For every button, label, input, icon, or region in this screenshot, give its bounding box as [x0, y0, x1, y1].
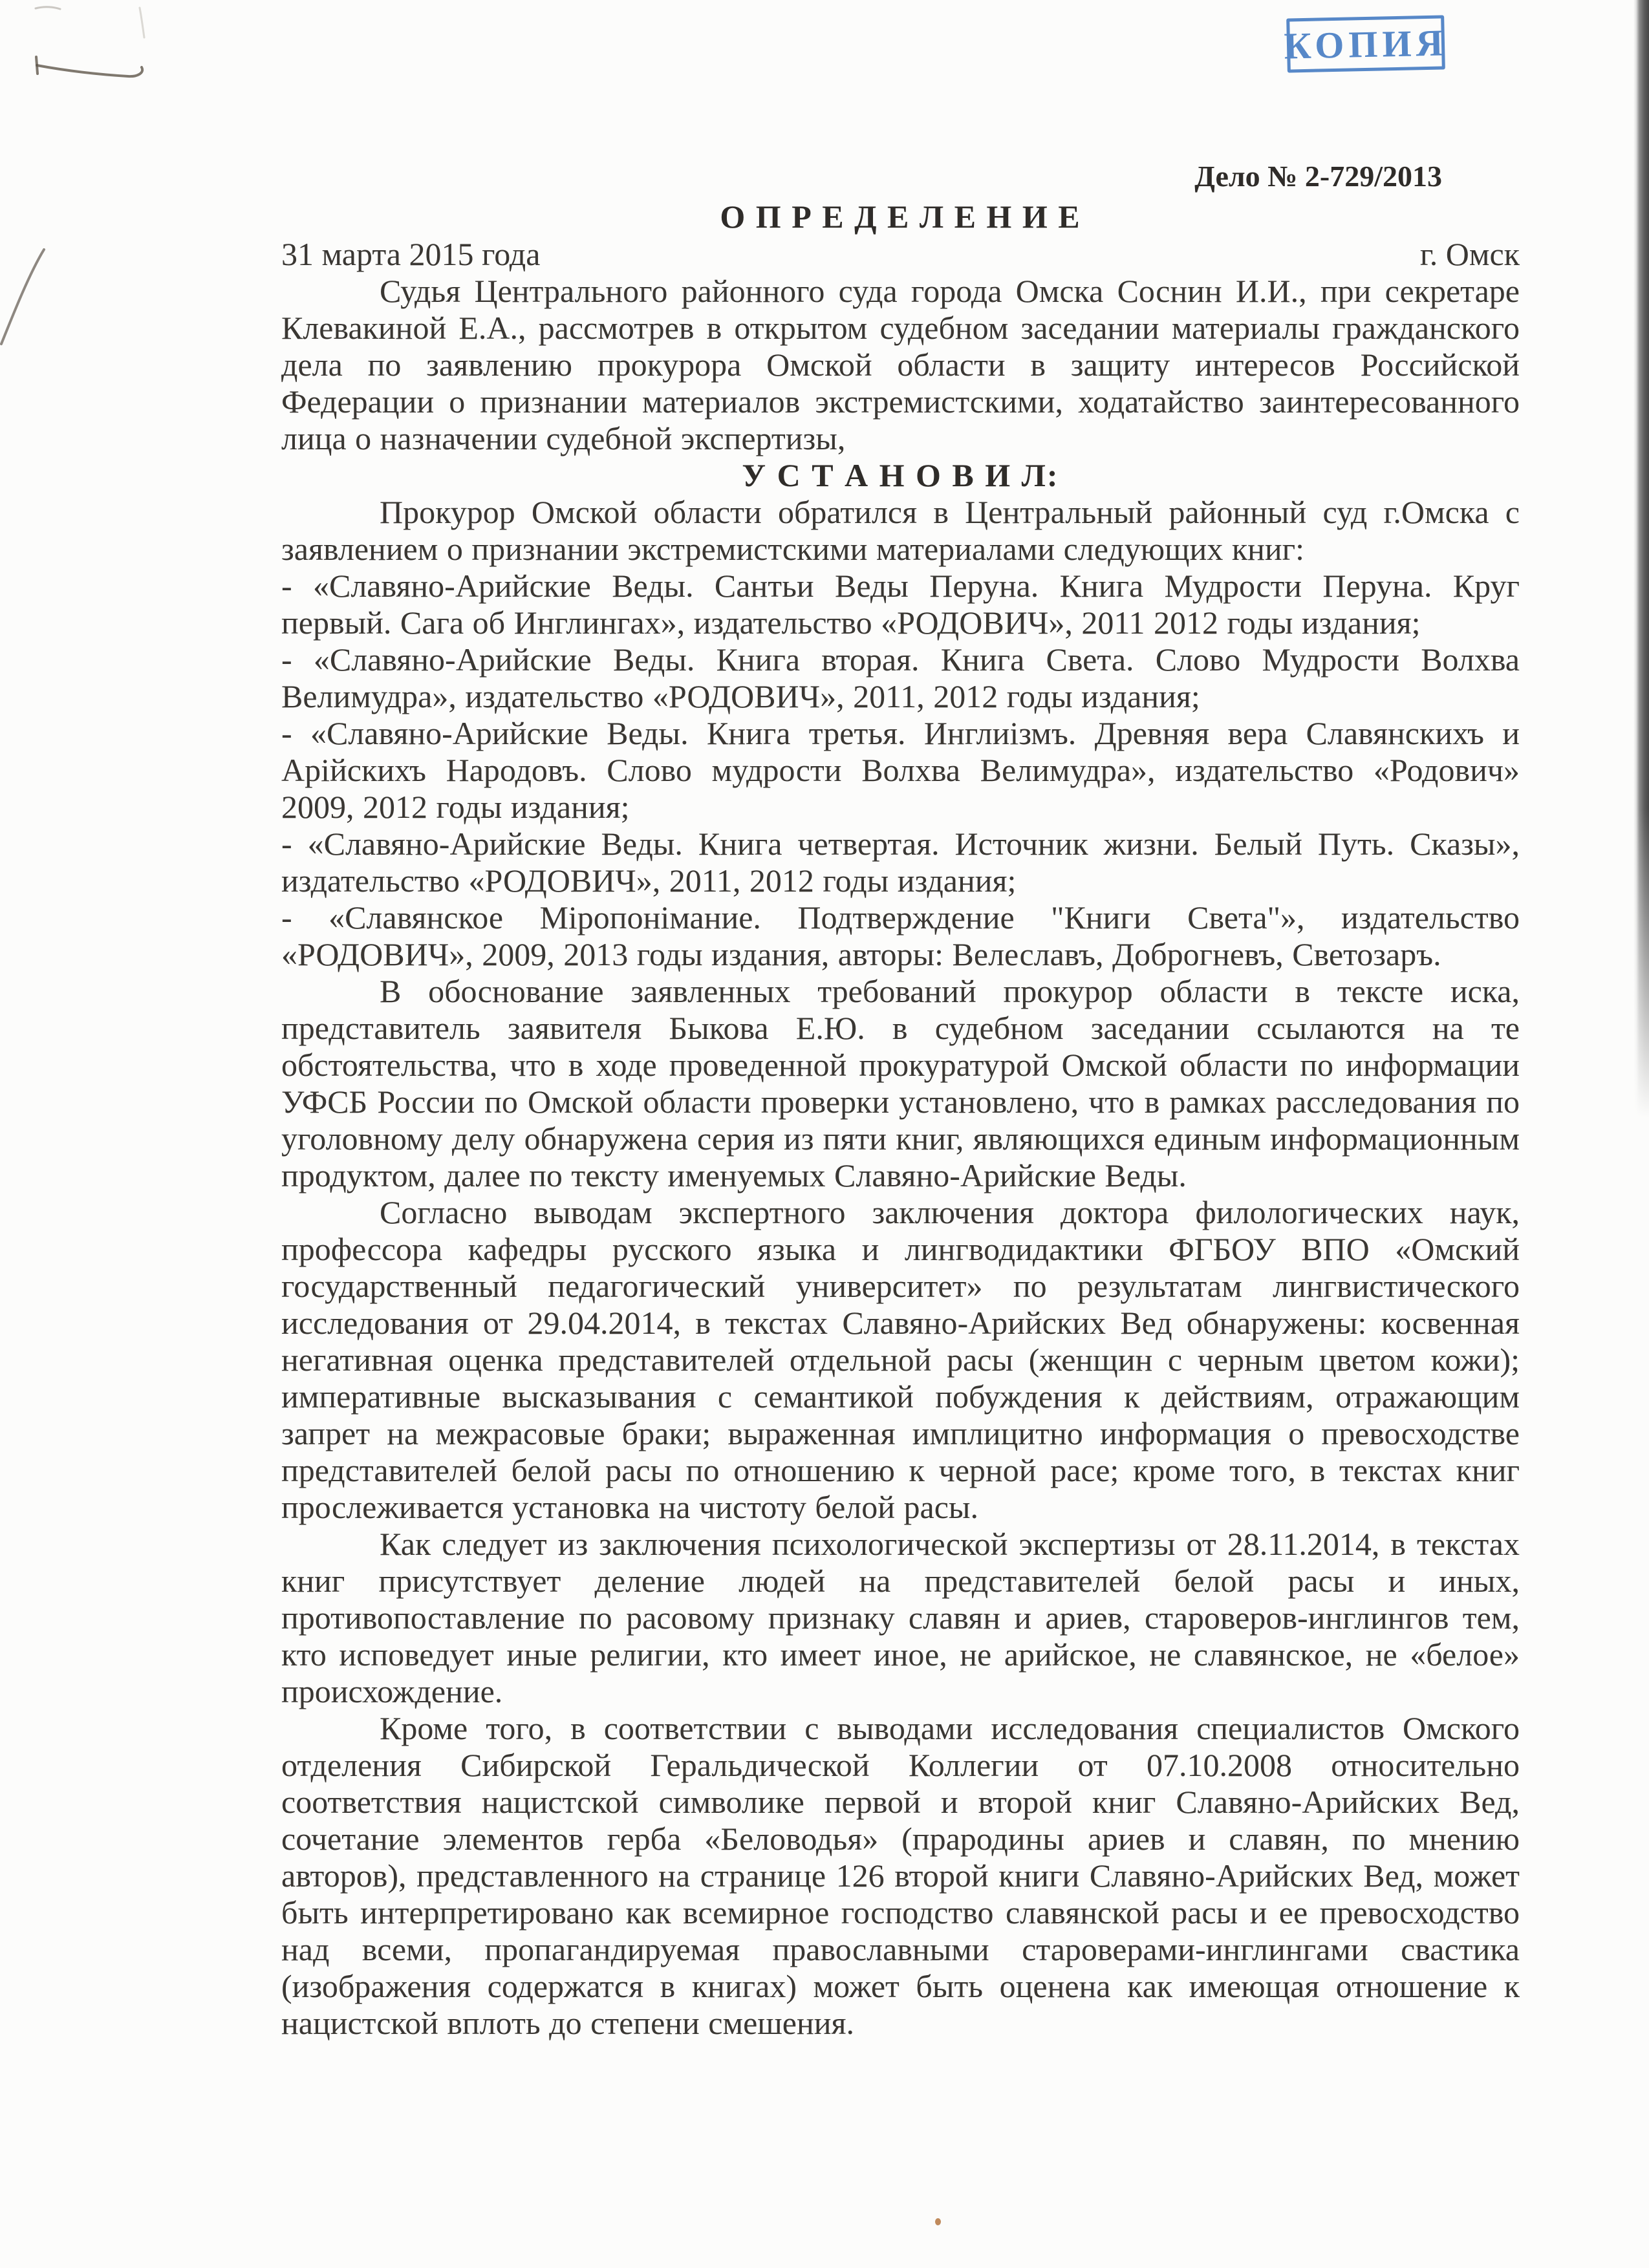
psychological-expertise-paragraph: Как следует из заключения психологической экспертизы от 28.11.2014, в текстах книг присутствует деление людей на представителей белой расы и иных, противопоставление по расовому признаку славян и ариев, староверов-инглингов тем, кто исповедует иные религии, кто имеет иное, не арийское, не славянское, не «белое» происхождение. [281, 1526, 1520, 1709]
justification-paragraph: В обоснование заявленных требований прокурор области в тексте иска, представитель заявителя Быкова Е.Ю. в судебном заседании ссылаются на те обстоятельства, что в ходе проведенной прокуратурой Омской области по информации УФСБ России по Омской области проверки установлено, что в рамках расследования по уголовному делу обнаружена серия из пяти книг, являющихся единым информационным продуктом, далее по тексту именуемых Славяно-Арийские Веды. [281, 973, 1520, 1193]
scan-edge-shadow-fade [1632, 808, 1649, 1144]
document-title: О П Р Е Д Е Л Е Н И Е [720, 198, 1081, 235]
copy-stamp-label: КОПИЯ [1283, 21, 1449, 67]
filing-paragraph: Прокурор Омской области обратился в Центральный районный суд г.Омска с заявлением о признании экстремистскими материалами следующих книг: [281, 494, 1520, 567]
intro-paragraph: Судья Центрального районного суда города Омска Соснин И.И., при секретаре Клевакиной Е.А., рассмотрев в открытом судебном заседании материалы гражданского дела по заявлению прокурора Омской области в защиту интересов Российской Федерации о признании материалов экстремистскими, ходатайство заинтересованного лица о назначении судебной экспертизы, [281, 273, 1520, 456]
heraldic-expertise-paragraph: Кроме того, в соответствии с выводами исследования специалистов Омского отделения Сибирской Геральдической Коллегии от 07.10.2008 относительно соответствия нацистской символике первой и второй книг Славяно-Арийских Вед, сочетание элементов герба «Беловодья» (прародины ариев и славян, по мнению авторов), представленного на странице 126 второй книги Славяно-Арийских Вед, может быть интерпретировано как всемирное господство славянской расы и ее превосходство над всеми, пропагандируемая православными староверами-инглингами свастика (изображения содержатся в книгах) может быть оценена как имеющая отношение к нацистской вплоть до степени смешения. [281, 1710, 1520, 2041]
book-list-item: - «Славяно-Арийские Веды. Книга третья. Инглиiзмъ. Древняя вера Славянскихъ и Арiйскихъ Народовъ. Слово мудрости Волхва Велимудра», издательство «Родович» 2009, 2012 годы издания; [281, 715, 1520, 825]
document-city: г. Омск [1419, 236, 1520, 272]
document-body [281, 273, 1520, 2042]
document-date: 31 марта 2015 года [281, 236, 541, 272]
book-list-item: - «Славяно-Арийские Веды. Книга четвертая. Источник жизни. Белый Путь. Сказы», издательство «РОДОВИЧ», 2011, 2012 годы издания; [281, 826, 1520, 899]
established-heading: У С Т А Н О В И Л: [742, 457, 1059, 493]
linguistic-expertise-paragraph: Согласно выводам экспертного заключения доктора филологических наук, профессора кафедры русского языка и лингводидактики ФГБОУ ВПО «Омский государственный педагогический университет» по результатам лингвистического исследования от 29.04.2014, в текстах Славяно-Арийских Вед обнаружены: косвенная негативная оценка представителей отдельной расы (женщин с черным цветом кожи); императивные высказывания с семантикой побуждения к действиям, отражающим запрет на межрасовые браки; выраженная имплицитно информация о превосходстве представителей белой расы по отношению к черной расе; кроме того, в текстах книг прослеживается установка на чистоту белой расы. [281, 1194, 1520, 1525]
date-line [281, 235, 1520, 273]
book-list-item: - «Славянское Мiропонiмание. Подтверждение "Книги Света"», издательство «РОДОВИЧ», 2009, 2013 годы издания, авторы: Велеславъ, Доброгневъ, Светозаръ. [281, 899, 1520, 972]
case-number: Дело № 2-729/2013 [1194, 160, 1442, 193]
paper-speck [935, 2218, 941, 2225]
book-list-item: - «Славяно-Арийские Веды. Сантьи Веды Перуна. Книга Мудрости Перуна. Круг первый. Сага об Инглингах», издательство «РОДОВИЧ», 2011 2012 годы издания; [281, 568, 1520, 641]
copy-stamp [1283, 15, 1449, 72]
book-list-item: - «Славяно-Арийские Веды. Книга вторая. Книга Света. Слово Мудрости Волхва Велимудра», издательство «РОДОВИЧ», 2011, 2012 годы издания; [281, 641, 1520, 714]
